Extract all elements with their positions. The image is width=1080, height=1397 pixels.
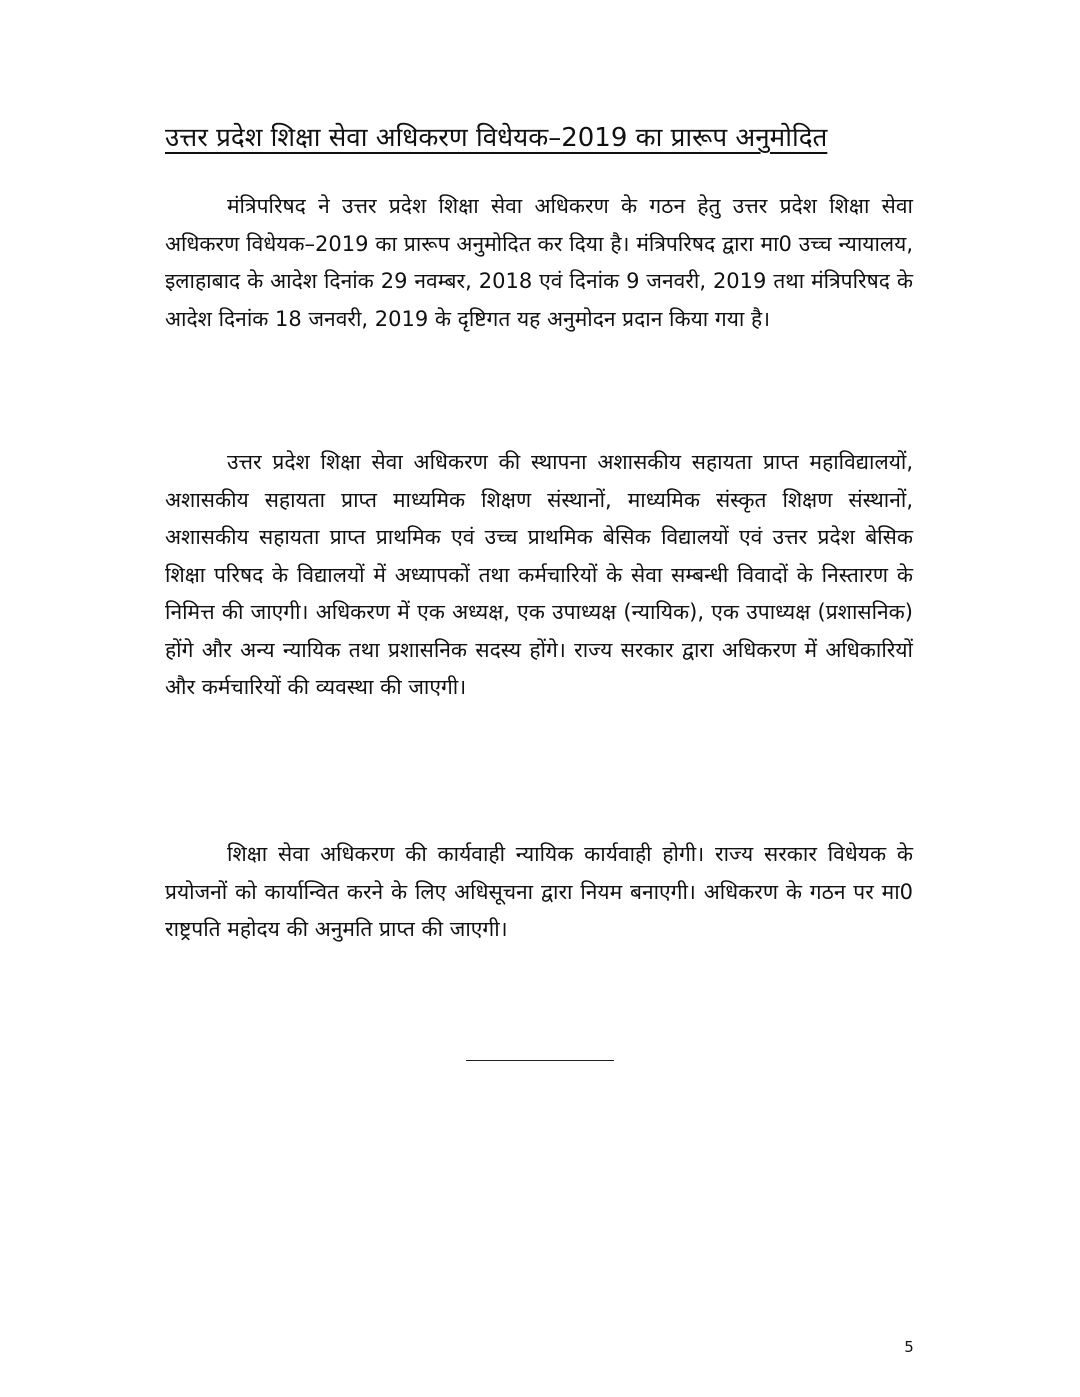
page-number: 5 xyxy=(904,1338,914,1356)
paragraph-tribunal-proceedings: शिक्षा सेवा अधिकरण की कार्यवाही न्यायिक कार्यवाही होगी। राज्य सरकार विधेयक के प्रयोजनों को कार्यान्वित करने के लिए अधिसूचना द्वारा नियम बनाएगी। अधिकरण के गठन पर मा0 राष्ट्रपति महोदय की अनुमति प्राप्त की जाएगी। xyxy=(165,842,913,941)
paragraph-cabinet-approval: मंत्रिपरिषद ने उत्तर प्रदेश शिक्षा सेवा अधिकरण के गठन हेतु उत्तर प्रदेश शिक्षा सेवा अधिकरण विधेयक–2019 का प्रारूप अनुमोदित कर दिया है। मंत्रिपरिषद द्वारा मा0 उच्च न्यायालय, इलाहाबाद के आदेश दिनांक 29 नवम्बर, 2018 एवं दिनांक 9 जनवरी, 2019 तथा मंत्रिपरिषद के आदेश दिनांक 18 जनवरी, 2019 के दृष्टिगत यह अनुमोदन प्रदान किया गया है। xyxy=(165,194,913,331)
document-title: उत्तर प्रदेश शिक्षा सेवा अधिकरण विधेयक–2019 का प्रारूप अनुमोदित xyxy=(165,123,828,153)
section-end-divider xyxy=(466,1060,614,1061)
paragraph-tribunal-establishment: उत्तर प्रदेश शिक्षा सेवा अधिकरण की स्थापना अशासकीय सहायता प्राप्त महाविद्यालयों, अशासकीय सहायता प्राप्त माध्यमिक शिक्षण संस्थानों, माध्यमिक संस्कृत शिक्षण संस्थानों, अशासकीय सहायता प्राप्त प्राथमिक एवं उच्च प्राथमिक बेसिक विद्यालयों एवं उत्तर प्रदेश बेसिक शिक्षा परिषद के विद्यालयों में अध्यापकों तथा कर्मचारियों के सेवा सम्बन्धी विवादों के निस्तारण के निमित्त की जाएगी। अधिकरण में एक अध्यक्ष, एक उपाध्यक्ष (न्यायिक), एक उपाध्यक्ष (प्रशासनिक) होंगे और अन्य न्यायिक तथा प्रशासनिक सदस्य होंगे। राज्य सरकार द्वारा अधिकरण में अधिकारियों और कर्मचारियों की व्यवस्था की जाएगी। xyxy=(165,450,913,699)
